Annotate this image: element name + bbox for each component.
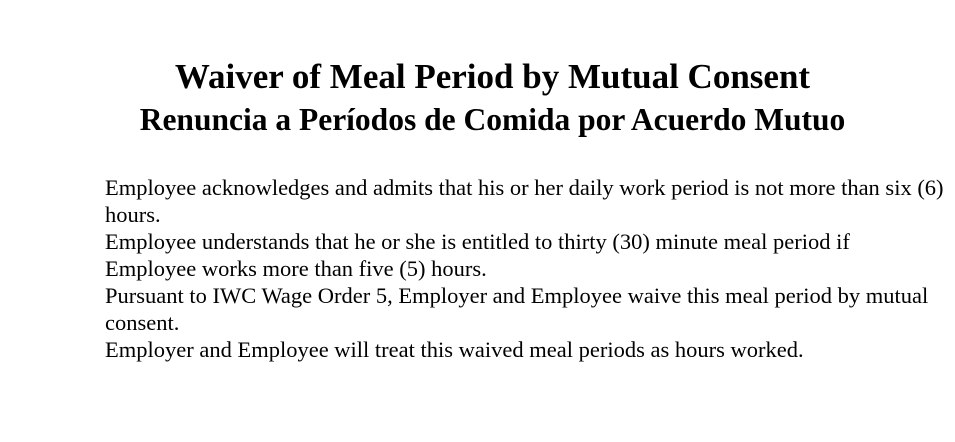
- paragraph-hours-worked: Employer and Employee will treat this waived meal periods as hours worked.: [105, 337, 804, 362]
- document-title-spanish: Renuncia a Períodos de Comida por Acuerdo Mutuo: [139, 102, 846, 137]
- paragraph-work-period: Employee acknowledges and admits that his or her daily work period is not more than six (6) hours.: [105, 175, 944, 227]
- document-title-english: Waiver of Meal Period by Mutual Consent: [174, 57, 811, 96]
- paragraph-waiver: Pursuant to IWC Wage Order 5, Employer and Employee waive this meal period by mutual consent.: [105, 283, 929, 335]
- paragraph-meal-entitlement: Employee understands that he or she is entitled to thirty (30) minute meal period if Employee works more than five (5) hours.: [105, 229, 850, 281]
- document-body: [105, 174, 945, 363]
